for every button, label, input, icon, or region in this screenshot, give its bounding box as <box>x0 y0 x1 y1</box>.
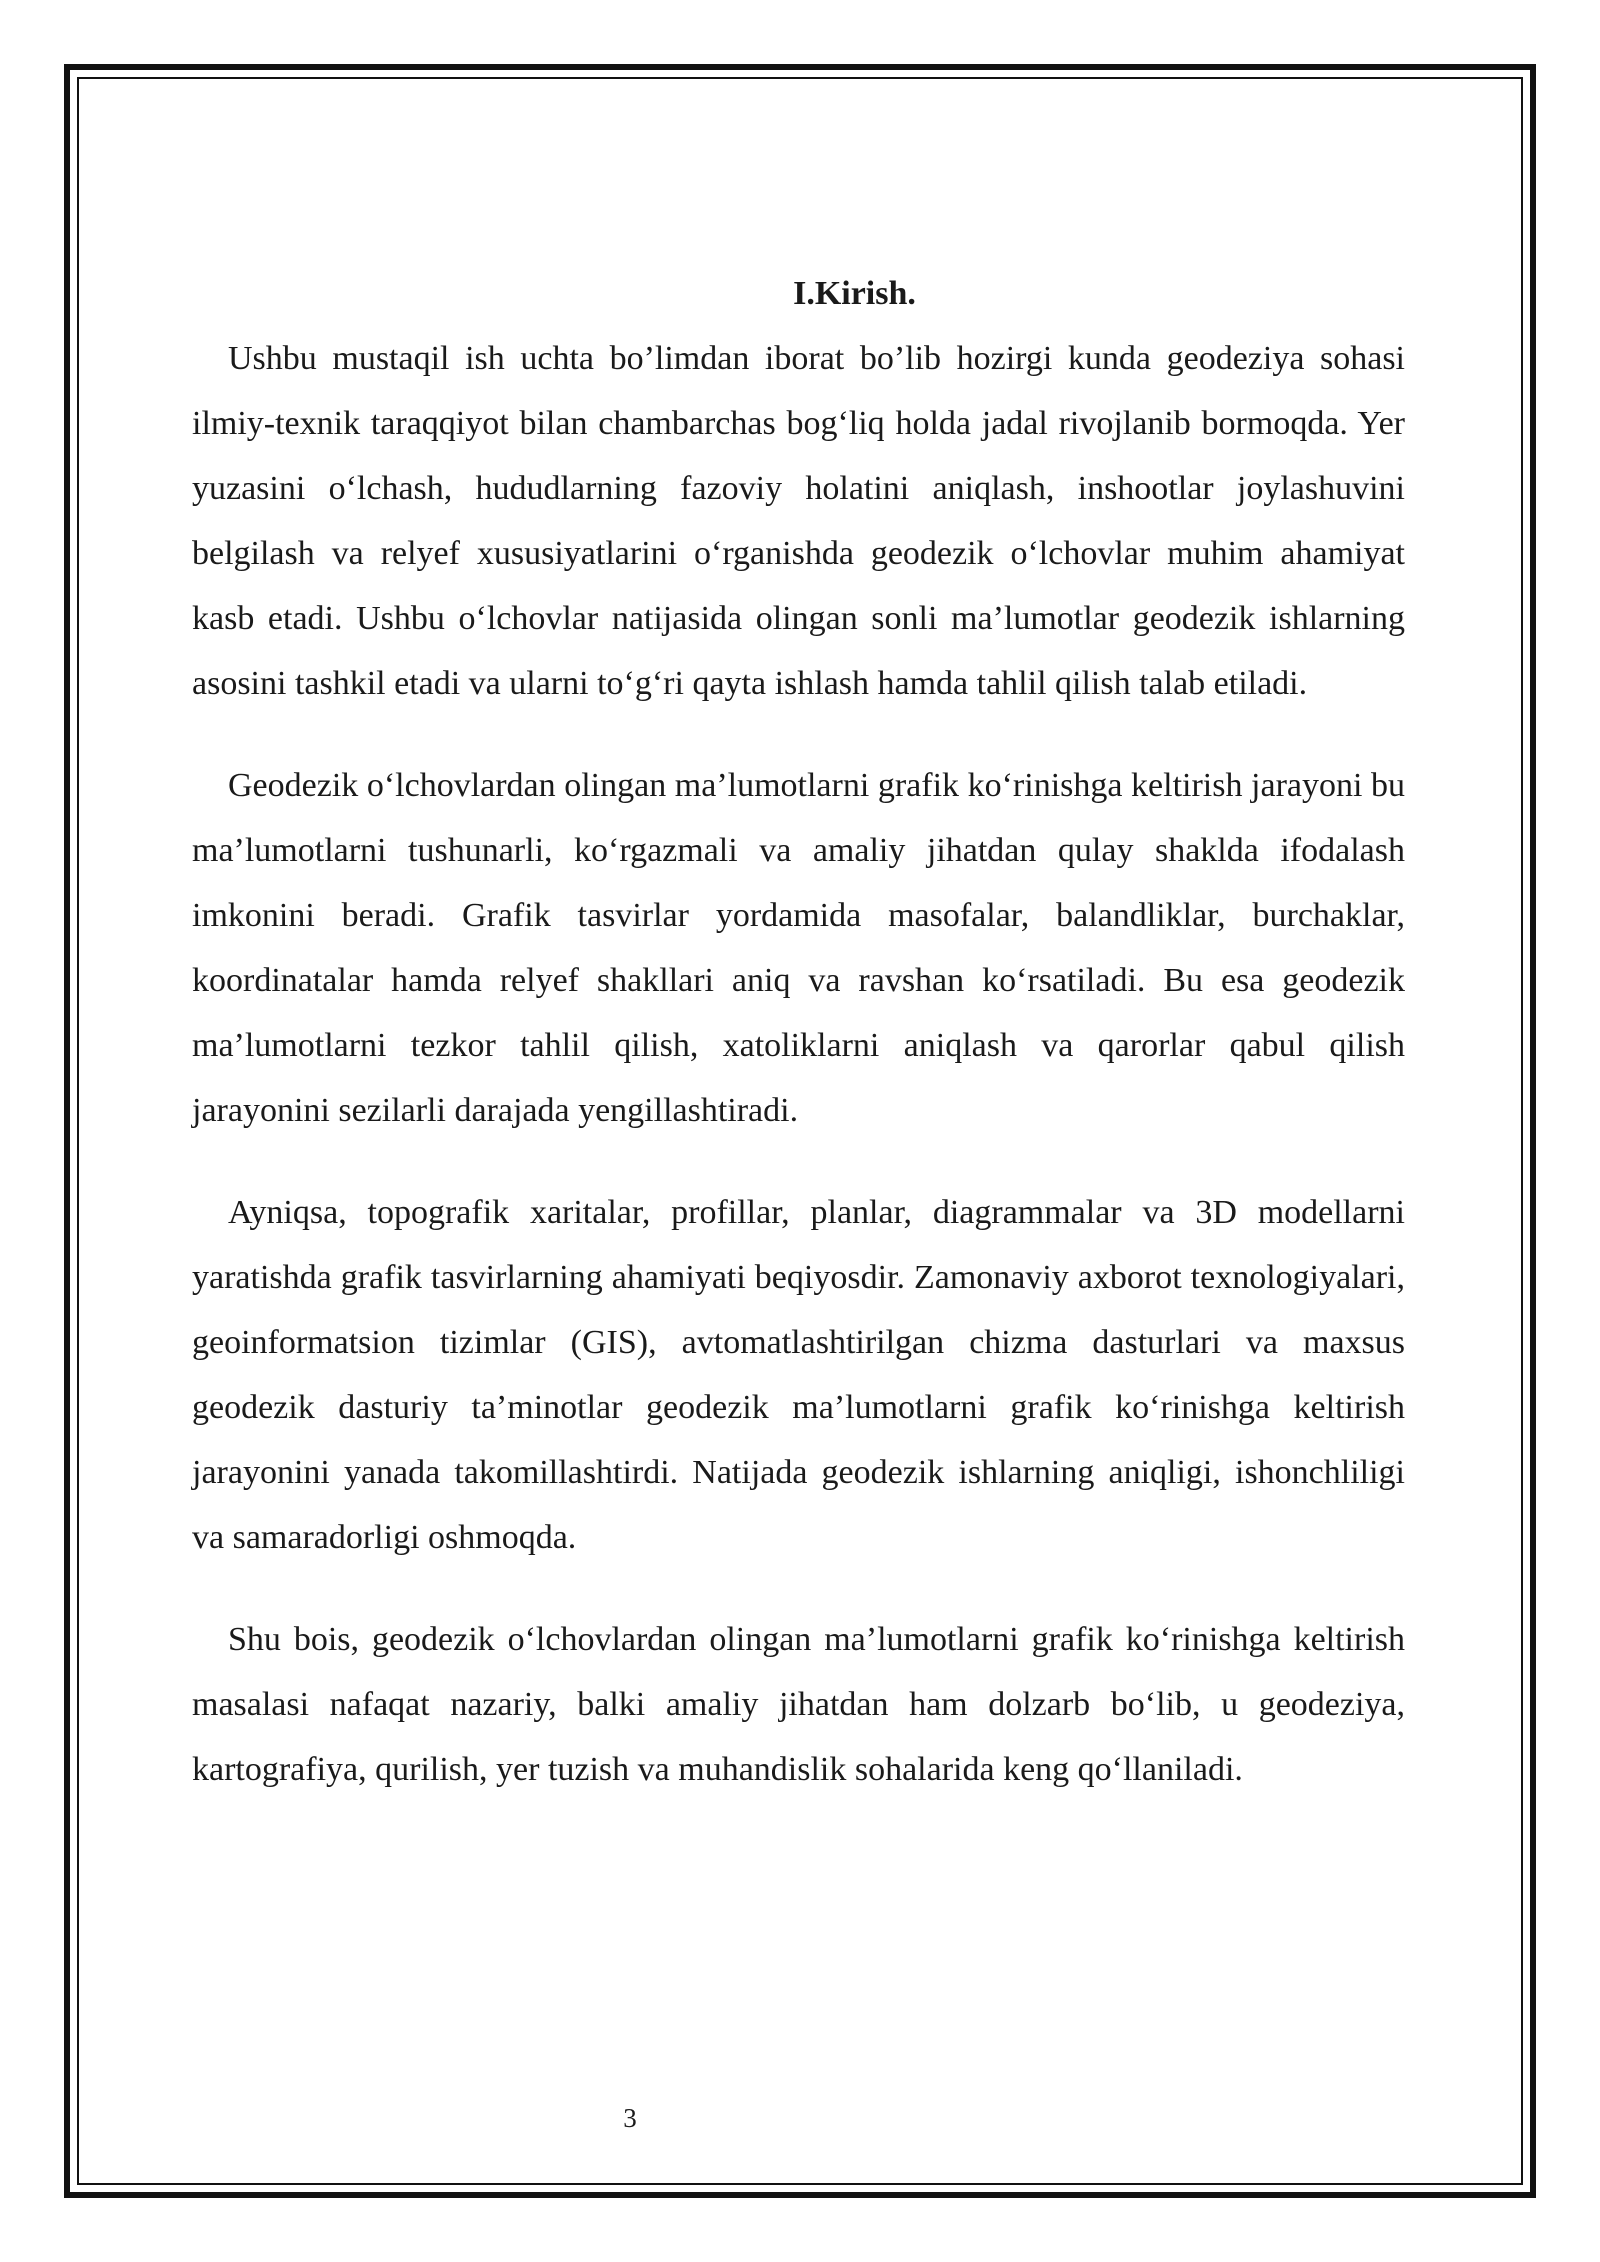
section-heading: I.Kirish. <box>793 275 916 312</box>
document-body <box>192 268 1405 1839</box>
page-number: 3 <box>623 2103 637 2133</box>
paragraph-1: Ushbu mustaqil ish uchta bo’limdan iborat bo’lib hozirgi kunda geodeziya sohasi ilmiy-texnik taraqqiyot bilan chambarchas bog‘liq holda jadal rivojlanib bormoqda. Yer yuzasini o‘lchash, hududlarning fazoviy holatini aniqlash, inshootlar joylashuvini belgilash va relyef xususiyatlarini o‘rganishda geodezik o‘lchovlar muhim ahamiyat kasb etadi. Ushbu o‘lchovlar natijasida olingan sonli ma’lumotlar geodezik ishlarning asosini tashkil etadi va ularni to‘g‘ri qayta ishlash hamda tahlil qilish talab etiladi. <box>192 340 1405 702</box>
page-number-footer <box>0 2100 1600 2136</box>
paragraph-2: Geodezik o‘lchovlardan olingan ma’lumotlarni grafik ko‘rinishga keltirish jarayoni bu ma’lumotlarni tushunarli, ko‘rgazmali va amaliy jihatdan qulay shaklda ifodalash imkonini beradi. Grafik tasvirlar yordamida masofalar, balandliklar, burchaklar, koordinatalar hamda relyef shakllari aniq va ravshan ko‘rsatiladi. Bu esa geodezik ma’lumotlarni tezkor tahlil qilish, xatoliklarni aniqlash va qarorlar qabul qilish jarayonini sezilarli darajada yengillashtiradi. <box>192 767 1405 1129</box>
paragraph-3: Ayniqsa, topografik xaritalar, profillar, planlar, diagrammalar va 3D modellarni yaratishda grafik tasvirlarning ahamiyati beqiyosdir. Zamonaviy axborot texnologiyalari, geoinformatsion tizimlar (GIS), avtomatlashtirilgan chizma dasturlari va maxsus geodezik dasturiy ta’minotlar geodezik ma’lumotlarni grafik ko‘rinishga keltirish jarayonini yanada takomillashtirdi. Natijada geodezik ishlarning aniqligi, ishonchliligi va samaradorligi oshmoqda. <box>192 1194 1405 1556</box>
paragraph-4: Shu bois, geodezik o‘lchovlardan olingan ma’lumotlarni grafik ko‘rinishga keltirish masalasi nafaqat nazariy, balki amaliy jihatdan ham dolzarb bo‘lib, u geodeziya, kartografiya, qurilish, yer tuzish va muhandislik sohalarida keng qo‘llaniladi. <box>192 1621 1405 1788</box>
